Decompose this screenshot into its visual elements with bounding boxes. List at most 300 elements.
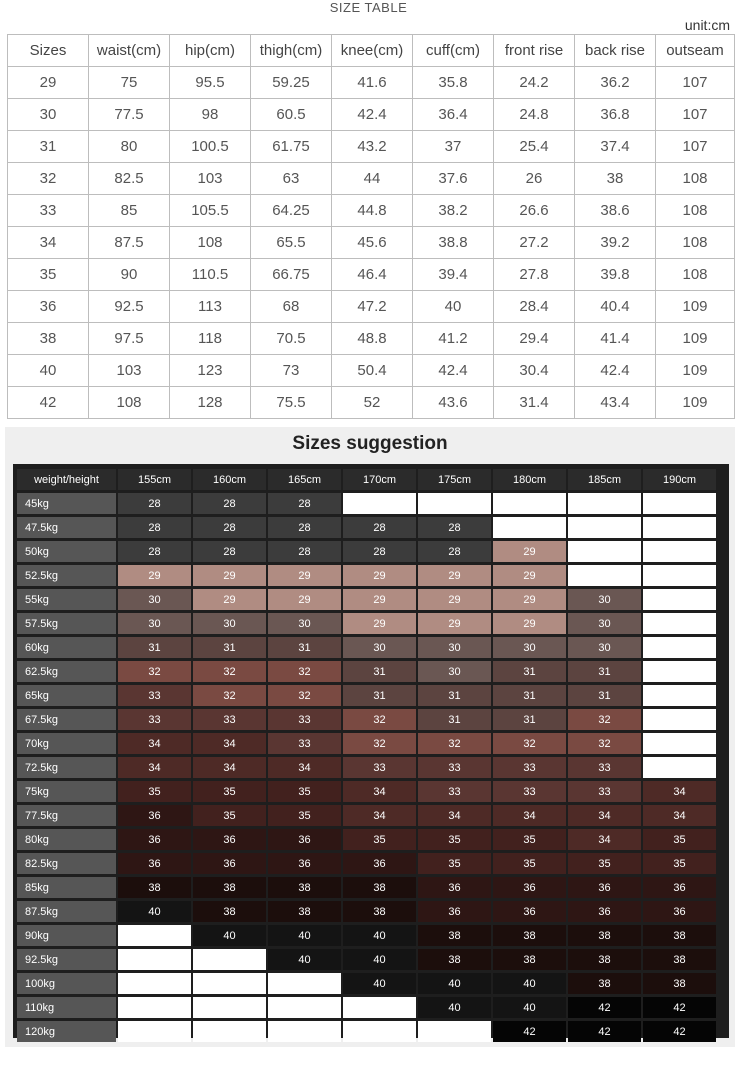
measurement-cell: 47.2 bbox=[332, 291, 413, 323]
size-table-row bbox=[8, 387, 735, 419]
empty-cell bbox=[568, 517, 641, 538]
weight-label-cell: 70kg bbox=[17, 733, 116, 754]
measurement-cell: 107 bbox=[656, 67, 735, 99]
weight-label-cell: 90kg bbox=[17, 925, 116, 946]
suggested-size-cell: 36 bbox=[493, 877, 566, 898]
empty-cell bbox=[493, 517, 566, 538]
suggested-size-cell: 35 bbox=[268, 805, 341, 826]
measurement-cell: 31.4 bbox=[494, 387, 575, 419]
weight-label-cell: 72.5kg bbox=[17, 757, 116, 778]
suggested-size-cell: 33 bbox=[418, 781, 491, 802]
weight-label-cell: 75kg bbox=[17, 781, 116, 802]
size-table-header-cell: knee(cm) bbox=[332, 35, 413, 67]
suggested-size-cell: 30 bbox=[118, 613, 191, 634]
suggested-size-cell: 31 bbox=[343, 685, 416, 706]
measurement-cell: 42.4 bbox=[575, 355, 656, 387]
suggestion-row bbox=[17, 565, 716, 586]
measurement-cell: 60.5 bbox=[251, 99, 332, 131]
measurement-cell: 26.6 bbox=[494, 195, 575, 227]
size-table-row bbox=[8, 355, 735, 387]
weight-label-cell: 120kg bbox=[17, 1021, 116, 1042]
empty-cell bbox=[568, 565, 641, 586]
size-table-header-cell: cuff(cm) bbox=[413, 35, 494, 67]
suggested-size-cell: 33 bbox=[268, 733, 341, 754]
suggested-size-cell: 28 bbox=[268, 517, 341, 538]
suggested-size-cell: 33 bbox=[343, 757, 416, 778]
suggested-size-cell: 35 bbox=[493, 829, 566, 850]
suggested-size-cell: 36 bbox=[643, 877, 716, 898]
empty-cell bbox=[193, 1021, 266, 1042]
suggested-size-cell: 29 bbox=[418, 613, 491, 634]
measurement-cell: 92.5 bbox=[89, 291, 170, 323]
measurement-cell: 40.4 bbox=[575, 291, 656, 323]
suggested-size-cell: 34 bbox=[343, 805, 416, 826]
measurement-cell: 40 bbox=[413, 291, 494, 323]
weight-label-cell: 52.5kg bbox=[17, 565, 116, 586]
size-table-row bbox=[8, 67, 735, 99]
measurement-cell: 107 bbox=[656, 131, 735, 163]
suggested-size-cell: 29 bbox=[418, 589, 491, 610]
suggested-size-cell: 38 bbox=[343, 901, 416, 922]
suggested-size-cell: 30 bbox=[418, 637, 491, 658]
suggested-size-cell: 35 bbox=[268, 781, 341, 802]
empty-cell bbox=[118, 949, 191, 970]
suggestion-row bbox=[17, 733, 716, 754]
measurement-cell: 66.75 bbox=[251, 259, 332, 291]
suggested-size-cell: 38 bbox=[118, 877, 191, 898]
size-table-header-cell: outseam bbox=[656, 35, 735, 67]
suggestion-row bbox=[17, 661, 716, 682]
suggested-size-cell: 38 bbox=[568, 973, 641, 994]
suggested-size-cell: 30 bbox=[568, 589, 641, 610]
suggestion-row bbox=[17, 517, 716, 538]
suggested-size-cell: 42 bbox=[643, 1021, 716, 1042]
suggested-size-cell: 40 bbox=[343, 973, 416, 994]
suggested-size-cell: 34 bbox=[193, 733, 266, 754]
suggested-size-cell: 32 bbox=[343, 709, 416, 730]
measurement-cell: 29.4 bbox=[494, 323, 575, 355]
suggested-size-cell: 29 bbox=[493, 565, 566, 586]
suggestion-row bbox=[17, 493, 716, 514]
suggested-size-cell: 36 bbox=[493, 901, 566, 922]
weight-label-cell: 55kg bbox=[17, 589, 116, 610]
empty-cell bbox=[643, 733, 716, 754]
height-header-cell: 180cm bbox=[493, 469, 566, 490]
suggested-size-cell: 36 bbox=[193, 829, 266, 850]
suggested-size-cell: 36 bbox=[193, 853, 266, 874]
weight-label-cell: 92.5kg bbox=[17, 949, 116, 970]
measurement-cell: 65.5 bbox=[251, 227, 332, 259]
height-header-cell: 185cm bbox=[568, 469, 641, 490]
measurement-cell: 75 bbox=[89, 67, 170, 99]
suggested-size-cell: 29 bbox=[493, 541, 566, 562]
measurement-cell: 108 bbox=[656, 227, 735, 259]
empty-cell bbox=[643, 565, 716, 586]
empty-cell bbox=[493, 493, 566, 514]
measurement-cell: 113 bbox=[170, 291, 251, 323]
suggested-size-cell: 33 bbox=[493, 757, 566, 778]
measurement-cell: 43.2 bbox=[332, 131, 413, 163]
suggestion-row bbox=[17, 613, 716, 634]
suggested-size-cell: 29 bbox=[268, 565, 341, 586]
suggestion-row bbox=[17, 853, 716, 874]
suggested-size-cell: 32 bbox=[418, 733, 491, 754]
empty-cell bbox=[193, 973, 266, 994]
size-table-header-row bbox=[8, 35, 735, 67]
unit-label: unit:cm bbox=[684, 17, 730, 33]
empty-cell bbox=[643, 637, 716, 658]
suggested-size-cell: 31 bbox=[568, 685, 641, 706]
suggested-size-cell: 38 bbox=[643, 949, 716, 970]
measurement-cell: 109 bbox=[656, 355, 735, 387]
suggested-size-cell: 38 bbox=[643, 973, 716, 994]
size-table-row bbox=[8, 195, 735, 227]
suggestion-row bbox=[17, 949, 716, 970]
weight-label-cell: 87.5kg bbox=[17, 901, 116, 922]
suggested-size-cell: 34 bbox=[568, 805, 641, 826]
suggested-size-cell: 29 bbox=[193, 565, 266, 586]
suggested-size-cell: 35 bbox=[643, 829, 716, 850]
size-label-cell: 32 bbox=[8, 163, 89, 195]
suggested-size-cell: 29 bbox=[193, 589, 266, 610]
suggested-size-cell: 30 bbox=[493, 637, 566, 658]
suggested-size-cell: 31 bbox=[118, 637, 191, 658]
weight-label-cell: 65kg bbox=[17, 685, 116, 706]
suggested-size-cell: 40 bbox=[193, 925, 266, 946]
suggested-size-cell: 32 bbox=[193, 685, 266, 706]
suggested-size-cell: 38 bbox=[343, 877, 416, 898]
suggested-size-cell: 31 bbox=[493, 709, 566, 730]
suggestion-header-row bbox=[17, 469, 716, 490]
suggested-size-cell: 33 bbox=[568, 757, 641, 778]
size-label-cell: 38 bbox=[8, 323, 89, 355]
suggestion-row bbox=[17, 901, 716, 922]
measurement-cell: 61.75 bbox=[251, 131, 332, 163]
suggested-size-cell: 32 bbox=[343, 733, 416, 754]
suggested-size-cell: 36 bbox=[643, 901, 716, 922]
suggestion-row bbox=[17, 877, 716, 898]
size-table-header-cell: waist(cm) bbox=[89, 35, 170, 67]
suggested-size-cell: 32 bbox=[268, 685, 341, 706]
measurement-cell: 41.4 bbox=[575, 323, 656, 355]
suggestion-row bbox=[17, 637, 716, 658]
empty-cell bbox=[343, 493, 416, 514]
empty-cell bbox=[568, 493, 641, 514]
suggested-size-cell: 28 bbox=[268, 541, 341, 562]
suggested-size-cell: 38 bbox=[193, 877, 266, 898]
measurement-cell: 68 bbox=[251, 291, 332, 323]
measurement-cell: 70.5 bbox=[251, 323, 332, 355]
suggested-size-cell: 34 bbox=[268, 757, 341, 778]
suggested-size-cell: 34 bbox=[643, 805, 716, 826]
measurement-cell: 27.2 bbox=[494, 227, 575, 259]
suggested-size-cell: 42 bbox=[643, 997, 716, 1018]
suggested-size-cell: 32 bbox=[118, 661, 191, 682]
suggested-size-cell: 33 bbox=[193, 709, 266, 730]
size-label-cell: 42 bbox=[8, 387, 89, 419]
suggested-size-cell: 30 bbox=[268, 613, 341, 634]
suggested-size-cell: 30 bbox=[418, 661, 491, 682]
suggested-size-cell: 36 bbox=[568, 877, 641, 898]
measurement-cell: 38 bbox=[575, 163, 656, 195]
measurement-cell: 37 bbox=[413, 131, 494, 163]
suggested-size-cell: 38 bbox=[418, 925, 491, 946]
empty-cell bbox=[643, 709, 716, 730]
measurement-cell: 48.8 bbox=[332, 323, 413, 355]
suggested-size-cell: 36 bbox=[118, 829, 191, 850]
suggested-size-cell: 36 bbox=[268, 829, 341, 850]
measurement-cell: 123 bbox=[170, 355, 251, 387]
suggested-size-cell: 40 bbox=[268, 949, 341, 970]
measurement-cell: 64.25 bbox=[251, 195, 332, 227]
suggestion-row bbox=[17, 829, 716, 850]
measurement-cell: 128 bbox=[170, 387, 251, 419]
suggested-size-cell: 30 bbox=[193, 613, 266, 634]
size-table-row bbox=[8, 259, 735, 291]
suggestion-row bbox=[17, 685, 716, 706]
measurement-cell: 37.4 bbox=[575, 131, 656, 163]
empty-cell bbox=[118, 925, 191, 946]
measurement-cell: 82.5 bbox=[89, 163, 170, 195]
suggested-size-cell: 31 bbox=[493, 685, 566, 706]
measurement-cell: 36.2 bbox=[575, 67, 656, 99]
weight-label-cell: 62.5kg bbox=[17, 661, 116, 682]
suggested-size-cell: 35 bbox=[418, 853, 491, 874]
measurement-cell: 110.5 bbox=[170, 259, 251, 291]
suggestion-row bbox=[17, 589, 716, 610]
suggested-size-cell: 28 bbox=[118, 517, 191, 538]
suggested-size-cell: 34 bbox=[193, 757, 266, 778]
size-table-title: SIZE TABLE bbox=[329, 0, 408, 15]
suggested-size-cell: 40 bbox=[493, 973, 566, 994]
suggestion-row bbox=[17, 1021, 716, 1042]
suggested-size-cell: 36 bbox=[418, 901, 491, 922]
measurement-cell: 87.5 bbox=[89, 227, 170, 259]
height-header-cell: 175cm bbox=[418, 469, 491, 490]
suggested-size-cell: 40 bbox=[118, 901, 191, 922]
suggested-size-cell: 28 bbox=[193, 541, 266, 562]
weight-label-cell: 57.5kg bbox=[17, 613, 116, 634]
weight-label-cell: 110kg bbox=[17, 997, 116, 1018]
measurement-cell: 35.8 bbox=[413, 67, 494, 99]
suggested-size-cell: 42 bbox=[568, 1021, 641, 1042]
size-label-cell: 34 bbox=[8, 227, 89, 259]
measurement-cell: 103 bbox=[89, 355, 170, 387]
suggested-size-cell: 30 bbox=[118, 589, 191, 610]
size-label-cell: 33 bbox=[8, 195, 89, 227]
size-label-cell: 35 bbox=[8, 259, 89, 291]
measurement-cell: 41.2 bbox=[413, 323, 494, 355]
suggested-size-cell: 35 bbox=[643, 853, 716, 874]
empty-cell bbox=[643, 589, 716, 610]
measurement-cell: 109 bbox=[656, 323, 735, 355]
measurement-cell: 24.8 bbox=[494, 99, 575, 131]
suggested-size-cell: 40 bbox=[268, 925, 341, 946]
size-label-cell: 40 bbox=[8, 355, 89, 387]
suggested-size-cell: 35 bbox=[193, 781, 266, 802]
empty-cell bbox=[643, 541, 716, 562]
measurement-cell: 39.8 bbox=[575, 259, 656, 291]
size-table-header-cell: Sizes bbox=[8, 35, 89, 67]
measurement-cell: 108 bbox=[656, 195, 735, 227]
suggested-size-cell: 28 bbox=[343, 517, 416, 538]
suggestion-row bbox=[17, 973, 716, 994]
suggested-size-cell: 38 bbox=[493, 925, 566, 946]
size-table bbox=[7, 34, 735, 419]
suggested-size-cell: 28 bbox=[418, 541, 491, 562]
suggested-size-cell: 29 bbox=[268, 589, 341, 610]
suggested-size-cell: 30 bbox=[343, 637, 416, 658]
suggested-size-cell: 31 bbox=[268, 637, 341, 658]
suggested-size-cell: 33 bbox=[568, 781, 641, 802]
suggested-size-cell: 38 bbox=[643, 925, 716, 946]
suggested-size-cell: 34 bbox=[118, 757, 191, 778]
size-table-header-cell: hip(cm) bbox=[170, 35, 251, 67]
suggested-size-cell: 38 bbox=[568, 949, 641, 970]
empty-cell bbox=[118, 1021, 191, 1042]
measurement-cell: 118 bbox=[170, 323, 251, 355]
suggested-size-cell: 35 bbox=[193, 805, 266, 826]
suggested-size-cell: 38 bbox=[418, 949, 491, 970]
suggestion-row bbox=[17, 541, 716, 562]
suggestion-row bbox=[17, 805, 716, 826]
measurement-cell: 103 bbox=[170, 163, 251, 195]
suggestion-row bbox=[17, 709, 716, 730]
weight-label-cell: 50kg bbox=[17, 541, 116, 562]
measurement-cell: 105.5 bbox=[170, 195, 251, 227]
suggested-size-cell: 31 bbox=[343, 661, 416, 682]
suggested-size-cell: 40 bbox=[418, 997, 491, 1018]
suggested-size-cell: 34 bbox=[568, 829, 641, 850]
suggested-size-cell: 38 bbox=[568, 925, 641, 946]
measurement-cell: 109 bbox=[656, 387, 735, 419]
size-table-header-cell: back rise bbox=[575, 35, 656, 67]
suggested-size-cell: 36 bbox=[343, 853, 416, 874]
size-table-row bbox=[8, 99, 735, 131]
measurement-cell: 44.8 bbox=[332, 195, 413, 227]
empty-cell bbox=[643, 493, 716, 514]
measurement-cell: 36.8 bbox=[575, 99, 656, 131]
suggested-size-cell: 28 bbox=[118, 493, 191, 514]
size-table-row bbox=[8, 131, 735, 163]
measurement-cell: 108 bbox=[89, 387, 170, 419]
suggested-size-cell: 31 bbox=[418, 685, 491, 706]
weight-label-cell: 85kg bbox=[17, 877, 116, 898]
measurement-cell: 90 bbox=[89, 259, 170, 291]
measurement-cell: 50.4 bbox=[332, 355, 413, 387]
empty-cell bbox=[568, 541, 641, 562]
height-header-cell: 190cm bbox=[643, 469, 716, 490]
measurement-cell: 36.4 bbox=[413, 99, 494, 131]
measurement-cell: 24.2 bbox=[494, 67, 575, 99]
suggested-size-cell: 32 bbox=[493, 733, 566, 754]
size-table-row bbox=[8, 291, 735, 323]
weight-label-cell: 47.5kg bbox=[17, 517, 116, 538]
suggested-size-cell: 38 bbox=[193, 901, 266, 922]
suggested-size-cell: 40 bbox=[493, 997, 566, 1018]
empty-cell bbox=[418, 1021, 491, 1042]
measurement-cell: 98 bbox=[170, 99, 251, 131]
empty-cell bbox=[118, 973, 191, 994]
suggested-size-cell: 34 bbox=[118, 733, 191, 754]
weight-label-cell: 77.5kg bbox=[17, 805, 116, 826]
suggestion-table bbox=[15, 466, 718, 1045]
suggested-size-cell: 34 bbox=[343, 781, 416, 802]
suggested-size-cell: 28 bbox=[418, 517, 491, 538]
measurement-cell: 108 bbox=[170, 227, 251, 259]
measurement-cell: 25.4 bbox=[494, 131, 575, 163]
suggested-size-cell: 36 bbox=[118, 853, 191, 874]
empty-cell bbox=[643, 613, 716, 634]
suggested-size-cell: 29 bbox=[118, 565, 191, 586]
suggested-size-cell: 33 bbox=[493, 781, 566, 802]
measurement-cell: 108 bbox=[656, 163, 735, 195]
measurement-cell: 42.4 bbox=[332, 99, 413, 131]
suggestion-row bbox=[17, 757, 716, 778]
suggested-size-cell: 40 bbox=[343, 949, 416, 970]
size-table-row bbox=[8, 227, 735, 259]
suggestion-row bbox=[17, 781, 716, 802]
measurement-cell: 43.6 bbox=[413, 387, 494, 419]
suggested-size-cell: 35 bbox=[568, 853, 641, 874]
measurement-cell: 107 bbox=[656, 99, 735, 131]
measurement-cell: 38.8 bbox=[413, 227, 494, 259]
suggested-size-cell: 34 bbox=[418, 805, 491, 826]
sizes-suggestion-grid bbox=[13, 464, 729, 1038]
sizes-suggestion-title: Sizes suggestion bbox=[292, 433, 448, 454]
suggested-size-cell: 29 bbox=[493, 613, 566, 634]
measurement-cell: 38.6 bbox=[575, 195, 656, 227]
suggested-size-cell: 35 bbox=[493, 853, 566, 874]
suggested-size-cell: 33 bbox=[268, 709, 341, 730]
measurement-cell: 109 bbox=[656, 291, 735, 323]
measurement-cell: 46.4 bbox=[332, 259, 413, 291]
measurement-cell: 41.6 bbox=[332, 67, 413, 99]
suggested-size-cell: 31 bbox=[568, 661, 641, 682]
suggested-size-cell: 36 bbox=[268, 853, 341, 874]
suggested-size-cell: 30 bbox=[568, 613, 641, 634]
empty-cell bbox=[643, 685, 716, 706]
size-table-row bbox=[8, 163, 735, 195]
suggested-size-cell: 40 bbox=[418, 973, 491, 994]
measurement-cell: 59.25 bbox=[251, 67, 332, 99]
measurement-cell: 95.5 bbox=[170, 67, 251, 99]
size-table-header-cell: thigh(cm) bbox=[251, 35, 332, 67]
suggested-size-cell: 32 bbox=[568, 709, 641, 730]
weight-label-cell: 45kg bbox=[17, 493, 116, 514]
suggested-size-cell: 28 bbox=[343, 541, 416, 562]
measurement-cell: 38.2 bbox=[413, 195, 494, 227]
measurement-cell: 30.4 bbox=[494, 355, 575, 387]
empty-cell bbox=[418, 493, 491, 514]
measurement-cell: 43.4 bbox=[575, 387, 656, 419]
empty-cell bbox=[343, 997, 416, 1018]
suggested-size-cell: 28 bbox=[118, 541, 191, 562]
suggested-size-cell: 33 bbox=[418, 757, 491, 778]
size-label-cell: 31 bbox=[8, 131, 89, 163]
suggested-size-cell: 35 bbox=[118, 781, 191, 802]
measurement-cell: 77.5 bbox=[89, 99, 170, 131]
suggested-size-cell: 34 bbox=[493, 805, 566, 826]
measurement-cell: 28.4 bbox=[494, 291, 575, 323]
suggested-size-cell: 28 bbox=[193, 517, 266, 538]
weight-label-cell: 67.5kg bbox=[17, 709, 116, 730]
measurement-cell: 52 bbox=[332, 387, 413, 419]
suggested-size-cell: 33 bbox=[118, 709, 191, 730]
corner-label: weight/height bbox=[17, 469, 116, 490]
measurement-cell: 26 bbox=[494, 163, 575, 195]
suggested-size-cell: 31 bbox=[193, 637, 266, 658]
